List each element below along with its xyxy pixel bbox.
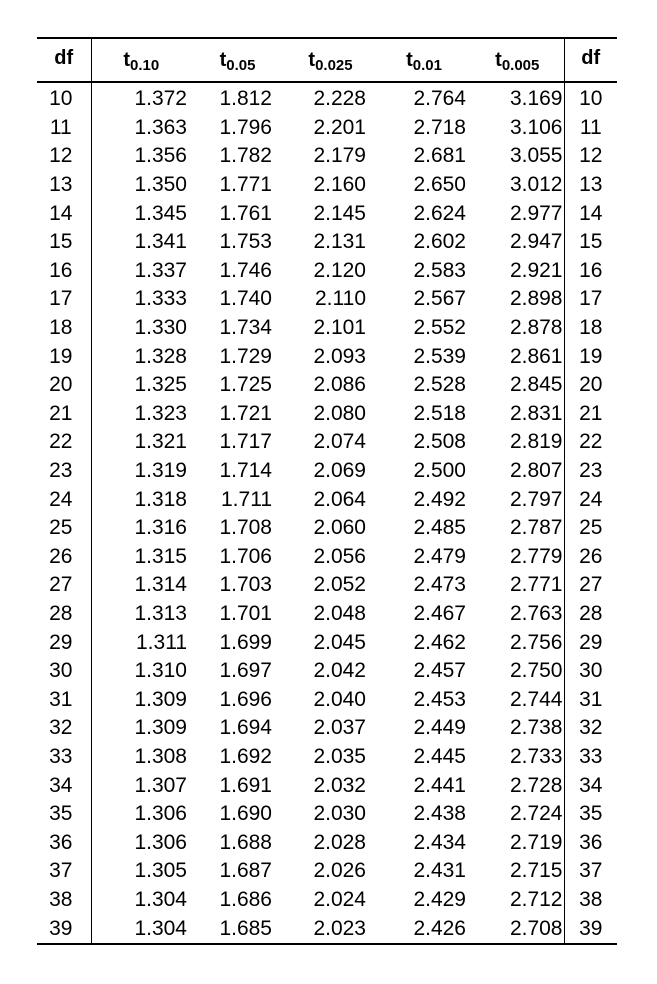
df-cell-left: 37 [37,857,91,886]
critical-value-cell: 1.725 [219,373,272,397]
critical-value-cell: 2.750 [509,659,563,683]
df-cell-right: 32 [564,714,617,743]
critical-value-cell: 2.101 [313,316,366,340]
critical-value-cell: 1.304 [134,887,187,911]
critical-value-cell: 2.779 [509,544,563,568]
critical-value-cell: 1.372 [134,87,187,111]
header-row [37,38,617,82]
table-row [37,457,617,486]
critical-value-cell: 1.687 [219,859,272,883]
critical-value-cell: 1.306 [134,802,187,826]
critical-value-cell: 1.708 [219,516,272,540]
df-cell-right: 26 [564,543,617,572]
table-row [37,371,617,400]
critical-value-cell: 2.583 [413,258,466,282]
critical-value-cell: 2.763 [509,601,563,625]
critical-value-cell: 1.692 [219,744,272,768]
critical-value-cell: 1.321 [134,430,187,454]
critical-value-cell: 1.688 [219,830,272,854]
critical-value-cell: 2.028 [313,830,366,854]
header-base: t [406,48,413,71]
header-t-0.05 [191,38,284,82]
critical-value-cell: 2.650 [413,173,466,197]
critical-value-cell: 1.746 [219,258,272,282]
df-cell-right: 20 [564,371,617,400]
critical-value-cell: 1.307 [134,773,187,797]
critical-value-cell: 2.831 [509,401,563,425]
critical-value-cell: 2.120 [313,258,366,282]
critical-value-cell: 2.093 [313,344,366,368]
table-row [37,800,617,829]
df-cell-right: 37 [564,857,617,886]
critical-value-cell: 1.345 [134,201,187,225]
critical-value-cell: 1.706 [219,544,272,568]
critical-value-cell: 2.035 [313,744,366,768]
critical-value-cell: 1.323 [134,401,187,425]
df-cell-left: 14 [37,199,91,228]
critical-value-cell: 2.462 [413,630,466,654]
df-cell-right: 24 [564,485,617,514]
df-cell-right: 27 [564,571,617,600]
table-row [37,914,617,944]
header-df-right: df [564,38,617,82]
critical-value-cell: 2.724 [509,802,563,826]
df-cell-right: 14 [564,199,617,228]
critical-value-cell: 1.686 [219,887,272,911]
df-cell-left: 13 [37,171,91,200]
critical-value-cell: 1.318 [134,487,187,511]
table-row [37,543,617,572]
critical-value-cell: 2.977 [509,201,563,225]
critical-value-cell: 1.753 [219,230,272,254]
table-row [37,857,617,886]
table-row [37,600,617,629]
critical-value-cell: 1.310 [134,659,187,683]
critical-value-cell: 1.740 [219,287,272,311]
critical-value-cell: 2.787 [509,516,563,540]
df-cell-left: 10 [37,82,91,114]
critical-value-cell: 1.729 [219,344,272,368]
critical-value-cell: 2.453 [413,687,466,711]
critical-value-cell: 2.023 [284,914,377,944]
df-cell-left: 17 [37,285,91,314]
critical-value-cell: 2.060 [313,516,366,540]
table-row [37,257,617,286]
critical-value-cell: 1.304 [91,914,191,944]
critical-value-cell: 1.696 [219,687,272,711]
critical-value-cell: 2.567 [413,287,466,311]
critical-value-cell: 2.086 [313,373,366,397]
critical-value-cell: 1.341 [134,230,187,254]
table-row [37,657,617,686]
critical-value-cell: 2.500 [413,459,466,483]
header-subscript: 0.01 [412,56,442,74]
df-cell-left: 24 [37,485,91,514]
df-cell-left: 26 [37,543,91,572]
critical-value-cell: 2.602 [413,230,466,254]
df-cell-left: 16 [37,257,91,286]
critical-value-cell: 1.311 [136,630,187,654]
critical-value-cell: 1.328 [134,344,187,368]
critical-value-cell: 2.807 [509,459,563,483]
table-row [37,82,617,114]
critical-value-cell: 2.449 [413,716,466,740]
critical-value-cell: 2.040 [313,687,366,711]
table-row [37,142,617,171]
df-cell-right: 38 [564,886,617,915]
df-cell-right: 25 [564,514,617,543]
critical-value-cell: 1.717 [219,430,272,454]
df-cell-right: 31 [564,685,617,714]
critical-value-cell: 1.337 [134,258,187,282]
critical-value-cell: 2.145 [313,201,366,225]
critical-value-cell: 2.718 [413,115,466,139]
critical-value-cell: 1.305 [134,859,187,883]
table-row [37,828,617,857]
critical-value-cell: 2.201 [313,115,366,139]
critical-value-cell: 2.485 [413,516,466,540]
df-cell-right: 18 [564,314,617,343]
critical-value-cell: 2.492 [413,487,466,511]
critical-value-cell: 2.131 [313,230,366,254]
header-df-left: df [37,38,91,82]
df-cell-right: 39 [564,914,617,944]
critical-value-cell: 2.457 [413,659,466,683]
critical-value-cell: 1.711 [221,487,272,511]
table-row [37,400,617,429]
critical-value-cell: 2.434 [413,830,466,854]
df-cell-left: 21 [37,400,91,429]
critical-value-cell: 2.528 [413,373,466,397]
df-cell-right: 29 [564,628,617,657]
critical-value-cell: 2.467 [413,601,466,625]
critical-value-cell: 3.169 [509,87,563,111]
table-row [37,228,617,257]
critical-value-cell: 1.796 [219,115,272,139]
critical-value-cell: 2.508 [413,430,466,454]
critical-value-cell: 1.691 [219,773,272,797]
df-cell-right: 11 [564,114,617,143]
table-row [37,114,617,143]
table-row [37,485,617,514]
critical-value-cell: 2.037 [313,716,366,740]
df-cell-left: 39 [37,914,91,944]
critical-value-cell: 1.714 [219,459,272,483]
df-cell-left: 20 [37,371,91,400]
critical-value-cell: 2.438 [413,802,466,826]
header-t-0.025 [284,38,377,82]
df-cell-right: 30 [564,657,617,686]
df-cell-left: 32 [37,714,91,743]
header-subscript: 0.05 [226,56,256,74]
critical-value-cell: 2.024 [313,887,366,911]
table-row [37,571,617,600]
header-base: t [219,48,227,71]
critical-value-cell: 1.316 [134,516,187,540]
critical-value-cell: 2.861 [509,344,563,368]
critical-value-cell: 1.309 [134,716,187,740]
critical-value-cell: 2.681 [413,144,466,168]
critical-value-cell: 2.228 [313,87,366,111]
critical-value-cell: 2.719 [509,830,563,854]
critical-value-cell: 2.441 [413,773,466,797]
critical-value-cell: 1.782 [219,144,272,168]
critical-value-cell: 2.764 [413,87,466,111]
critical-value-cell: 2.056 [313,544,366,568]
df-cell-right: 23 [564,457,617,486]
df-cell-right: 17 [564,285,617,314]
header-subscript: 0.025 [315,56,353,74]
critical-value-cell: 2.771 [509,573,563,597]
critical-value-cell: 1.363 [134,115,187,139]
df-cell-right: 12 [564,142,617,171]
df-cell-right: 10 [564,82,617,114]
df-cell-left: 19 [37,342,91,371]
critical-value-cell: 1.313 [134,601,187,625]
critical-value-cell: 1.306 [134,830,187,854]
critical-value-cell: 2.069 [313,459,366,483]
df-cell-left: 18 [37,314,91,343]
critical-value-cell: 1.315 [134,544,187,568]
critical-value-cell: 1.690 [219,802,272,826]
critical-value-cell: 1.356 [134,144,187,168]
df-cell-right: 22 [564,428,617,457]
critical-value-cell: 1.701 [219,601,272,625]
critical-value-cell: 2.552 [413,316,466,340]
critical-value-cell: 2.728 [509,773,563,797]
df-cell-left: 27 [37,571,91,600]
critical-value-cell: 2.744 [509,687,563,711]
critical-value-cell: 3.055 [509,144,563,168]
df-cell-right: 13 [564,171,617,200]
critical-value-cell: 2.921 [509,258,563,282]
table-row [37,771,617,800]
table-body [37,82,617,944]
table-row [37,685,617,714]
critical-value-cell: 2.756 [509,630,563,654]
table-row [37,199,617,228]
critical-value-cell: 2.539 [413,344,466,368]
df-cell-left: 29 [37,628,91,657]
critical-value-cell: 1.697 [219,659,272,683]
critical-value-cell: 2.715 [509,859,563,883]
critical-value-cell: 2.445 [413,744,466,768]
critical-value-cell: 2.712 [509,887,563,911]
critical-value-cell: 1.734 [219,316,272,340]
critical-value-cell: 2.624 [413,201,466,225]
df-cell-left: 31 [37,685,91,714]
table-row [37,171,617,200]
df-cell-right: 21 [564,400,617,429]
critical-value-cell: 1.319 [134,459,187,483]
critical-value-cell: 2.080 [313,401,366,425]
header-t-0.005 [471,38,564,82]
df-cell-left: 12 [37,142,91,171]
table-row [37,428,617,457]
critical-value-cell: 1.314 [134,573,187,597]
df-cell-left: 28 [37,600,91,629]
header-base: t [123,48,130,71]
critical-value-cell: 1.330 [134,316,187,340]
table-row [37,342,617,371]
table-row [37,285,617,314]
critical-value-cell: 2.819 [509,430,563,454]
critical-value-cell: 1.309 [134,687,187,711]
df-cell-right: 19 [564,342,617,371]
header-t-0.10 [91,38,191,82]
table-row [37,314,617,343]
header-base: t [308,48,316,71]
table-row [37,514,617,543]
critical-value-cell: 1.771 [219,173,272,197]
critical-value-cell: 2.473 [413,573,466,597]
df-cell-right: 35 [564,800,617,829]
critical-value-cell: 2.878 [509,316,563,340]
header-base: t [495,48,502,71]
critical-value-cell: 1.308 [134,744,187,768]
df-cell-left: 35 [37,800,91,829]
critical-value-cell: 3.012 [509,173,563,197]
critical-value-cell: 2.026 [313,859,366,883]
critical-value-cell: 2.429 [413,887,466,911]
df-cell-left: 33 [37,743,91,772]
critical-value-cell: 1.694 [219,716,272,740]
critical-value-cell: 2.048 [313,601,366,625]
critical-value-cell: 2.426 [377,914,471,944]
header-subscript: 0.10 [129,56,160,74]
critical-value-cell: 1.333 [134,287,187,311]
df-cell-left: 36 [37,828,91,857]
df-cell-left: 11 [37,114,91,143]
df-cell-left: 38 [37,886,91,915]
df-cell-left: 25 [37,514,91,543]
critical-value-cell: 2.045 [313,630,366,654]
critical-value-cell: 2.032 [313,773,366,797]
critical-value-cell: 2.479 [413,544,466,568]
header-t-0.01 [377,38,471,82]
critical-value-cell: 2.431 [413,859,466,883]
df-cell-right: 36 [564,828,617,857]
table-header [37,38,617,82]
df-cell-right: 15 [564,228,617,257]
df-cell-left: 30 [37,657,91,686]
critical-value-cell: 2.030 [313,802,366,826]
critical-value-cell: 2.518 [413,401,466,425]
df-cell-right: 33 [564,743,617,772]
critical-value-cell: 2.179 [313,144,366,168]
df-cell-left: 34 [37,771,91,800]
header-subscript: 0.005 [501,56,540,74]
critical-value-cell: 2.064 [313,487,366,511]
table-row [37,886,617,915]
critical-value-cell: 2.042 [313,659,366,683]
critical-value-cell: 2.738 [509,716,563,740]
df-cell-left: 23 [37,457,91,486]
df-cell-right: 16 [564,257,617,286]
df-cell-left: 22 [37,428,91,457]
critical-value-cell: 1.761 [219,201,272,225]
table-row [37,714,617,743]
critical-value-cell: 2.733 [509,744,563,768]
critical-value-cell: 1.350 [134,173,187,197]
critical-value-cell: 2.708 [471,914,564,944]
t-distribution-table [37,37,617,945]
critical-value-cell: 2.052 [313,573,366,597]
critical-value-cell: 2.947 [509,230,563,254]
critical-value-cell: 2.110 [315,287,366,311]
critical-value-cell: 2.160 [313,173,366,197]
critical-value-cell: 2.797 [509,487,563,511]
critical-value-cell: 1.721 [219,401,272,425]
critical-value-cell: 1.699 [219,630,272,654]
df-cell-right: 34 [564,771,617,800]
df-cell-right: 28 [564,600,617,629]
critical-value-cell: 1.812 [219,87,272,111]
df-cell-left: 15 [37,228,91,257]
critical-value-cell: 1.685 [191,914,284,944]
critical-value-cell: 1.325 [134,373,187,397]
table-row [37,628,617,657]
table-row [37,743,617,772]
critical-value-cell: 1.703 [219,573,272,597]
critical-value-cell: 3.106 [509,115,563,139]
critical-value-cell: 2.074 [313,430,366,454]
critical-value-cell: 2.898 [509,287,563,311]
critical-value-cell: 2.845 [509,373,563,397]
